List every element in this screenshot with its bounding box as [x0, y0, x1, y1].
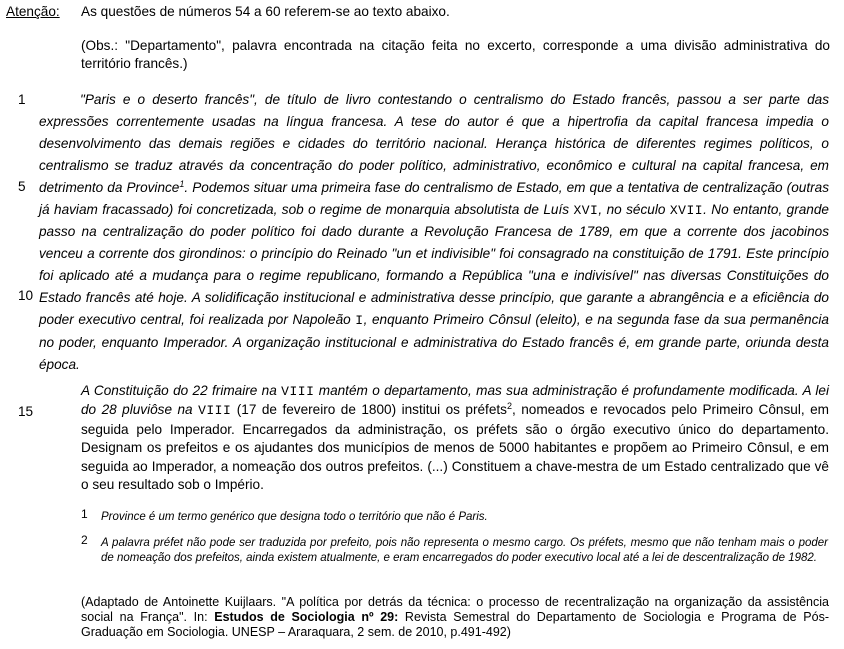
line-number: 1 [18, 92, 26, 107]
paragraph-2-text: A Constituição do 22 frimaire na [81, 383, 282, 398]
footnote-ref-1: 1 [179, 178, 185, 189]
paragraph-2-text: (17 de fevereiro de 1800) institui os préfets [231, 402, 507, 418]
roman-numeral: VIII [281, 384, 315, 399]
journal-title: Estudos de Sociologia nº 29: [214, 610, 399, 624]
line-number: 5 [18, 179, 26, 194]
paragraph-1-text: . No entanto, grande passo na centralização do poder político foi dado durante a Revolução Francesa de 1789, em que a corrente dos jacobinos venceu a corrente dos girondinos: o princípio do Reinado "un et indivisible" foi consagrado na constituição de 1791. Este princípio foi aplicado até a mudança para o regime republicano, formando a República "una e indivisível" nas diversas Constituições do Estado francês até hoje. A solidificação institucional e administrativa desse princípio, que garante a abrangência e a eficiência do poder executivo central, foi realizada por Napoleão [39, 201, 829, 328]
attention-label: Atenção: [6, 4, 60, 19]
footnote-ref-2: 2 [506, 401, 512, 412]
paragraph-2 [81, 382, 829, 494]
line-number: 10 [18, 288, 34, 303]
source-text: (Adaptado de Antoinette Kuijlaars. "A política por detrás da técnica: o processo de recentralização na organização da assistência social na França". In: [81, 595, 829, 624]
footnote-number: 1 [81, 507, 88, 521]
source-text: Revista Semestral do Departamento de Sociologia e Programa de Pós-Graduação em Sociologia. UNESP – Araraquara, 2 sem. de 2010, p.491-492) [81, 610, 829, 639]
line-number: 15 [18, 404, 34, 419]
roman-numeral: VIII [198, 403, 232, 419]
paragraph-1 [39, 89, 829, 376]
paragraph-2-text: mantém o departamento, mas sua administração é profundamente modificada. A lei do 28 pluviôse na [81, 383, 829, 418]
roman-numeral: XVII [669, 202, 704, 218]
paragraph-1-text: . Podemos situar uma primeira fase do centralismo de Estado, em que a tentativa de centralização (outras já haviam fracassado) foi concretizada, sob o regime de monarquia absolutista de Luís [39, 179, 829, 217]
obs-note: (Obs.: "Departamento", palavra encontrada na citação feita no excerto, corresponde a uma divisão administrativa do território francês.) [81, 38, 830, 71]
footnote-number: 2 [81, 533, 88, 547]
roman-numeral: I [355, 313, 364, 329]
footnote-text: A palavra préfet não pode ser traduzida por prefeito, pois não representa o mesmo cargo. Os préfets, mesmo que não tenham mais o poder de nomeação dos prefeitos, ainda existem atualmente, e eram encarregados do poder executivo local até a lei de descentralização de 1982. [101, 537, 828, 564]
paragraph-1-text: , no século [598, 201, 670, 217]
paragraph-2-text: , nomeados e revocados pelo Primeiro Cônsul, em seguida pelo Imperador. Encarregados da administração, os préfets são o órgão executivo único do departamento. Designam os prefeitos e os ajudantes dos municípios de menos de 5000 habitantes e propõem ao Primeiro Cônsul, e em seguida ao Imperador, a nomeação dos outros prefeitos. (...) Constituem a chave-mestra de um Estado centralizado que vê o seu resultado sob o Império. [81, 402, 829, 493]
roman-numeral: XVI [573, 202, 599, 218]
paragraph-1-text: "Paris e o deserto francês", de título de livro contestando o centralismo do Estado francês, passou a ser parte das expressões correntemente usadas na língua francesa. A tese do autor é que a hipertrofia da capital francesa impedia o desenvolvimento das demais regiões e cidades do território nacional. Herança histórica de diferentes regimes políticos, o centralismo se traduz através da concentração do poder político, administrativo, econômico e cultural na capital francesa, em detrimento da Province [39, 92, 829, 195]
attention-text: As questões de números 54 a 60 referem-se ao texto abaixo. [81, 4, 450, 19]
footnote-text: Province é um termo genérico que designa todo o território que não é Paris. [101, 511, 488, 523]
source-citation [81, 595, 829, 640]
paragraph-1-text: , enquanto Primeiro Cônsul (eleito), e na segunda fase da sua permanência no poder, enquanto Imperador. A organização institucional e administrativa do Estado francês é, em grande parte, oriunda desta época. [39, 312, 829, 372]
